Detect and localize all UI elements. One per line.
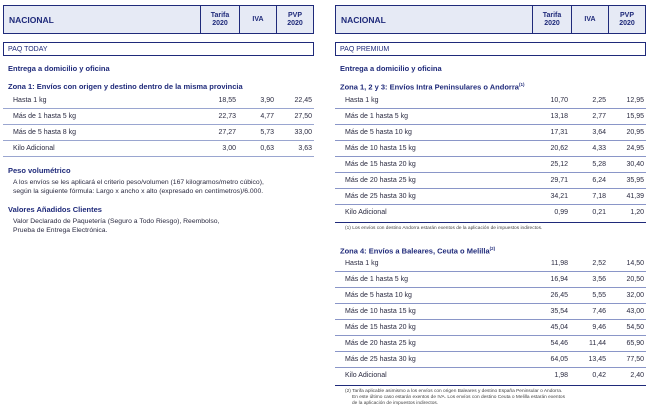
volumetric-text: A los envíos se les aplicará el criterio peso/volumen (167 kilogramos/metro cúbico), según la siguiente fórmula: Largo x ancho x alto (expresado en centímetros)/6.000. — [13, 179, 264, 195]
right-heading: Entrega a domicilio y oficina — [340, 64, 442, 73]
left-zone1-heading: Zona 1: Envíos con origen y destino dentro de la misma provincia — [8, 82, 243, 91]
right-col-pvp: PVP 2020 — [609, 6, 645, 33]
table-row: Kilo Adicional 3,00 0,63 3,63 — [3, 141, 314, 157]
divider — [335, 385, 646, 386]
added-values-text: Valor Declarado de Paquetería (Seguro a Todo Riesgo), Reembolso, Prueba de Entrega Electrónica. — [13, 218, 220, 234]
right-col-tarifa: Tarifa 2020 — [533, 6, 572, 33]
left-panel — [3, 5, 314, 235]
table-row: Más de 15 hasta 20 kg 45,04 9,46 54,50 — [335, 320, 646, 336]
left-col-tarifa: Tarifa 2020 — [201, 6, 240, 33]
right-section-label: PAQ PREMIUM — [335, 42, 646, 56]
table-row: Más de 5 hasta 10 kg 26,45 5,55 32,00 — [335, 288, 646, 304]
added-values-heading: Valores Añadidos Clientes — [8, 205, 102, 214]
table-row: Hasta 1 kg 11,98 2,52 14,50 — [335, 256, 646, 272]
left-section-label: PAQ TODAY — [3, 42, 314, 56]
footnote-2: (2) Tarifa aplicable asimismo a los envíos con origen Baleares y destino España Peninsular o Andorra. En este último caso estarán exentos de IVA. Los envíos con destino Ceuta o Melilla estarán exentos de la aplicación de impuestos indirectos. — [345, 389, 565, 406]
table-row: Más de 5 hasta 8 kg 27,27 5,73 33,00 — [3, 125, 314, 141]
footnote-1: (1) Los envíos con destino Andorra estarán exentos de la aplicación de impuestos indirectos. — [345, 225, 543, 231]
table-row: Kilo Adicional 1,98 0,42 2,40 — [345, 372, 644, 379]
table-row: Kilo Adicional 0,99 0,21 1,20 — [345, 208, 644, 216]
left-title: NACIONAL — [4, 6, 201, 33]
table-row: Más de 20 hasta 25 kg 54,46 11,44 65,90 — [335, 336, 646, 352]
left-price-table — [3, 93, 314, 157]
table-row: Más de 1 hasta 5 kg 13,18 2,77 15,95 — [335, 109, 646, 125]
table-row: Más de 25 hasta 30 kg 34,21 7,18 41,39 — [335, 189, 646, 205]
divider — [335, 222, 646, 223]
left-col-iva: IVA — [240, 6, 277, 33]
left-table-header — [3, 5, 314, 34]
zone4-heading: Zona 4: Envíos a Baleares, Ceuta o Melilla$^{(2)}$ — [340, 245, 496, 255]
right-title: NACIONAL — [336, 6, 533, 33]
volumetric-heading: Peso volumétrico — [8, 166, 71, 175]
table-row: Hasta 1 kg 18,55 3,90 22,45 — [3, 93, 314, 109]
table-row: Más de 10 hasta 15 kg 20,62 4,33 24,95 — [335, 141, 646, 157]
table-row: Más de 25 hasta 30 kg 64,05 13,45 77,50 — [335, 352, 646, 368]
zone4-price-table — [335, 256, 646, 383]
left-heading: Entrega a domicilio y oficina — [8, 64, 110, 73]
left-col-pvp: PVP 2020 — [277, 6, 313, 33]
table-row: Más de 1 hasta 5 kg 22,73 4,77 27,50 — [3, 109, 314, 125]
table-row: Más de 10 hasta 15 kg 35,54 7,46 43,00 — [335, 304, 646, 320]
table-row: Más de 15 hasta 20 kg 25,12 5,28 30,40 — [335, 157, 646, 173]
right-col-iva: IVA — [572, 6, 609, 33]
right-table-header — [335, 5, 646, 34]
zone123-heading: Zona 1, 2 y 3: Envíos Intra Peninsulares o Andorra$^{(1)}$ — [340, 82, 525, 92]
zone123-price-table — [335, 93, 646, 220]
table-row: Hasta 1 kg 10,70 2,25 12,95 — [335, 93, 646, 109]
table-row: Más de 20 hasta 25 kg 29,71 6,24 35,95 — [335, 173, 646, 189]
right-panel — [335, 5, 646, 407]
table-row: Más de 1 hasta 5 kg 16,94 3,56 20,50 — [335, 272, 646, 288]
table-row: Más de 5 hasta 10 kg 17,31 3,64 20,95 — [335, 125, 646, 141]
